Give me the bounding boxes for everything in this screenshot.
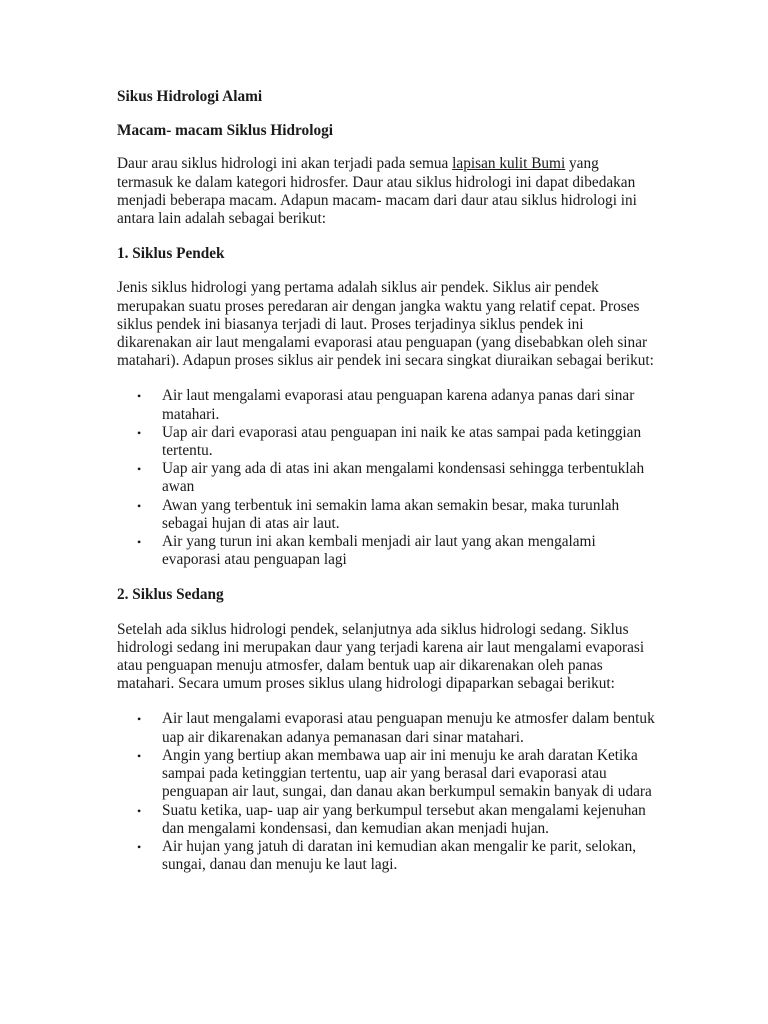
list-item <box>117 460 657 496</box>
section1-heading: 1. Siklus Pendek <box>117 245 225 263</box>
intro-text-after-link: yang termasuk ke dalam kategori hidrosfer. Daur atau siklus hidrologi ini dapat dibedakan menjadi beberapa macam. Adapun macam- macam dari daur atau siklus hidrologi ini antara lain adalah sebagai berikut: <box>117 155 637 228</box>
section2-bullet-list <box>117 710 657 874</box>
list-item-text: Awan yang terbentuk ini semakin lama akan semakin besar, maka turunlah sebagai hujan di atas air laut. <box>162 496 620 532</box>
list-item-text: Air hujan yang jatuh di daratan ini kemudian akan mengalir ke parit, selokan, sungai, danau dan menuju ke laut lagi. <box>162 837 637 874</box>
bullet-icon: • <box>137 425 142 440</box>
intro-paragraph <box>117 155 657 228</box>
bullet-icon: • <box>137 498 142 513</box>
list-item <box>117 802 657 838</box>
section2-heading: 2. Siklus Sedang <box>117 586 224 604</box>
section1-paragraph: Jenis siklus hidrologi yang pertama adalah siklus air pendek. Siklus air pendek merupakan suatu proses peredaran air dengan jangka waktu yang relatif cepat. Proses siklus pendek ini biasanya terjadi di laut. Proses terjadinya siklus pendek ini dikarenakan air laut mengalami evaporasi atau penguapan (yang disebabkan oleh sinar matahari). Adapun proses siklus air pendek ini secara singkat diuraikan sebagai berikut: <box>117 279 654 370</box>
list-item <box>117 838 657 874</box>
list-item <box>117 747 657 802</box>
list-item-text: Suatu ketika, uap- uap air yang berkumpul tersebut akan mengalami kejenuhan dan mengalami kondensasi, dan kemudian akan menjadi hujan. <box>162 801 646 837</box>
section2-paragraph: Setelah ada siklus hidrologi pendek, selanjutnya ada siklus hidrologi sedang. Siklus hidrologi sedang ini merupakan daur yang terjadi karena air laut mengalami evaporasi atau penguapan menuju atmosfer, dalam bentuk uap air dikarenakan oleh panas matahari. Secara umum proses siklus ulang hidrologi dipaparkan sebagai berikut: <box>117 620 645 693</box>
document-page <box>117 88 657 874</box>
list-item <box>117 387 657 423</box>
bullet-icon: • <box>137 462 142 477</box>
section1-bullet-list <box>117 387 657 569</box>
intro-text-before-link: Daur arau siklus hidrologi ini akan terjadi pada semua <box>117 155 453 173</box>
bullet-icon: • <box>137 389 142 404</box>
list-item-text: Air laut mengalami evaporasi atau penguapan menuju ke atmosfer dalam bentuk uap air dikarenakan adanya pemanasan dari sinar matahari. <box>162 710 655 746</box>
list-item <box>117 497 657 533</box>
bullet-icon: • <box>137 839 142 854</box>
list-item <box>117 424 657 460</box>
list-item-text: Air yang turun ini akan kembali menjadi air laut yang akan mengalami evaporasi atau penguapan lagi <box>162 533 596 569</box>
list-item-text: Uap air yang ada di atas ini akan mengalami kondensasi sehingga terbentuklah awan <box>162 460 645 496</box>
bullet-icon: • <box>137 803 142 818</box>
list-item-text: Uap air dari evaporasi atau penguapan ini naik ke atas sampai pada ketinggian tertentu. <box>162 423 642 460</box>
bullet-icon: • <box>137 748 142 763</box>
list-item <box>117 533 657 569</box>
document-subtitle: Macam- macam Siklus Hidrologi <box>117 122 333 140</box>
bullet-icon: • <box>137 712 142 727</box>
document-title: Sikus Hidrologi Alami <box>117 88 263 105</box>
list-item <box>117 710 657 746</box>
list-item-text: Angin yang bertiup akan membawa uap air ini menuju ke arah daratan Ketika sampai pada ketinggian tertentu, uap air yang berasal dari evaporasi atau penguapan air laut, sungai, dan danau akan berkumpul semakin banyak di udara <box>162 746 652 801</box>
list-item-text: Air laut mengalami evaporasi atau penguapan karena adanya panas dari sinar matahari. <box>162 387 635 423</box>
lapisan-kulit-bumi-link[interactable]: lapisan kulit Bumi <box>452 155 566 173</box>
bullet-icon: • <box>137 535 142 550</box>
